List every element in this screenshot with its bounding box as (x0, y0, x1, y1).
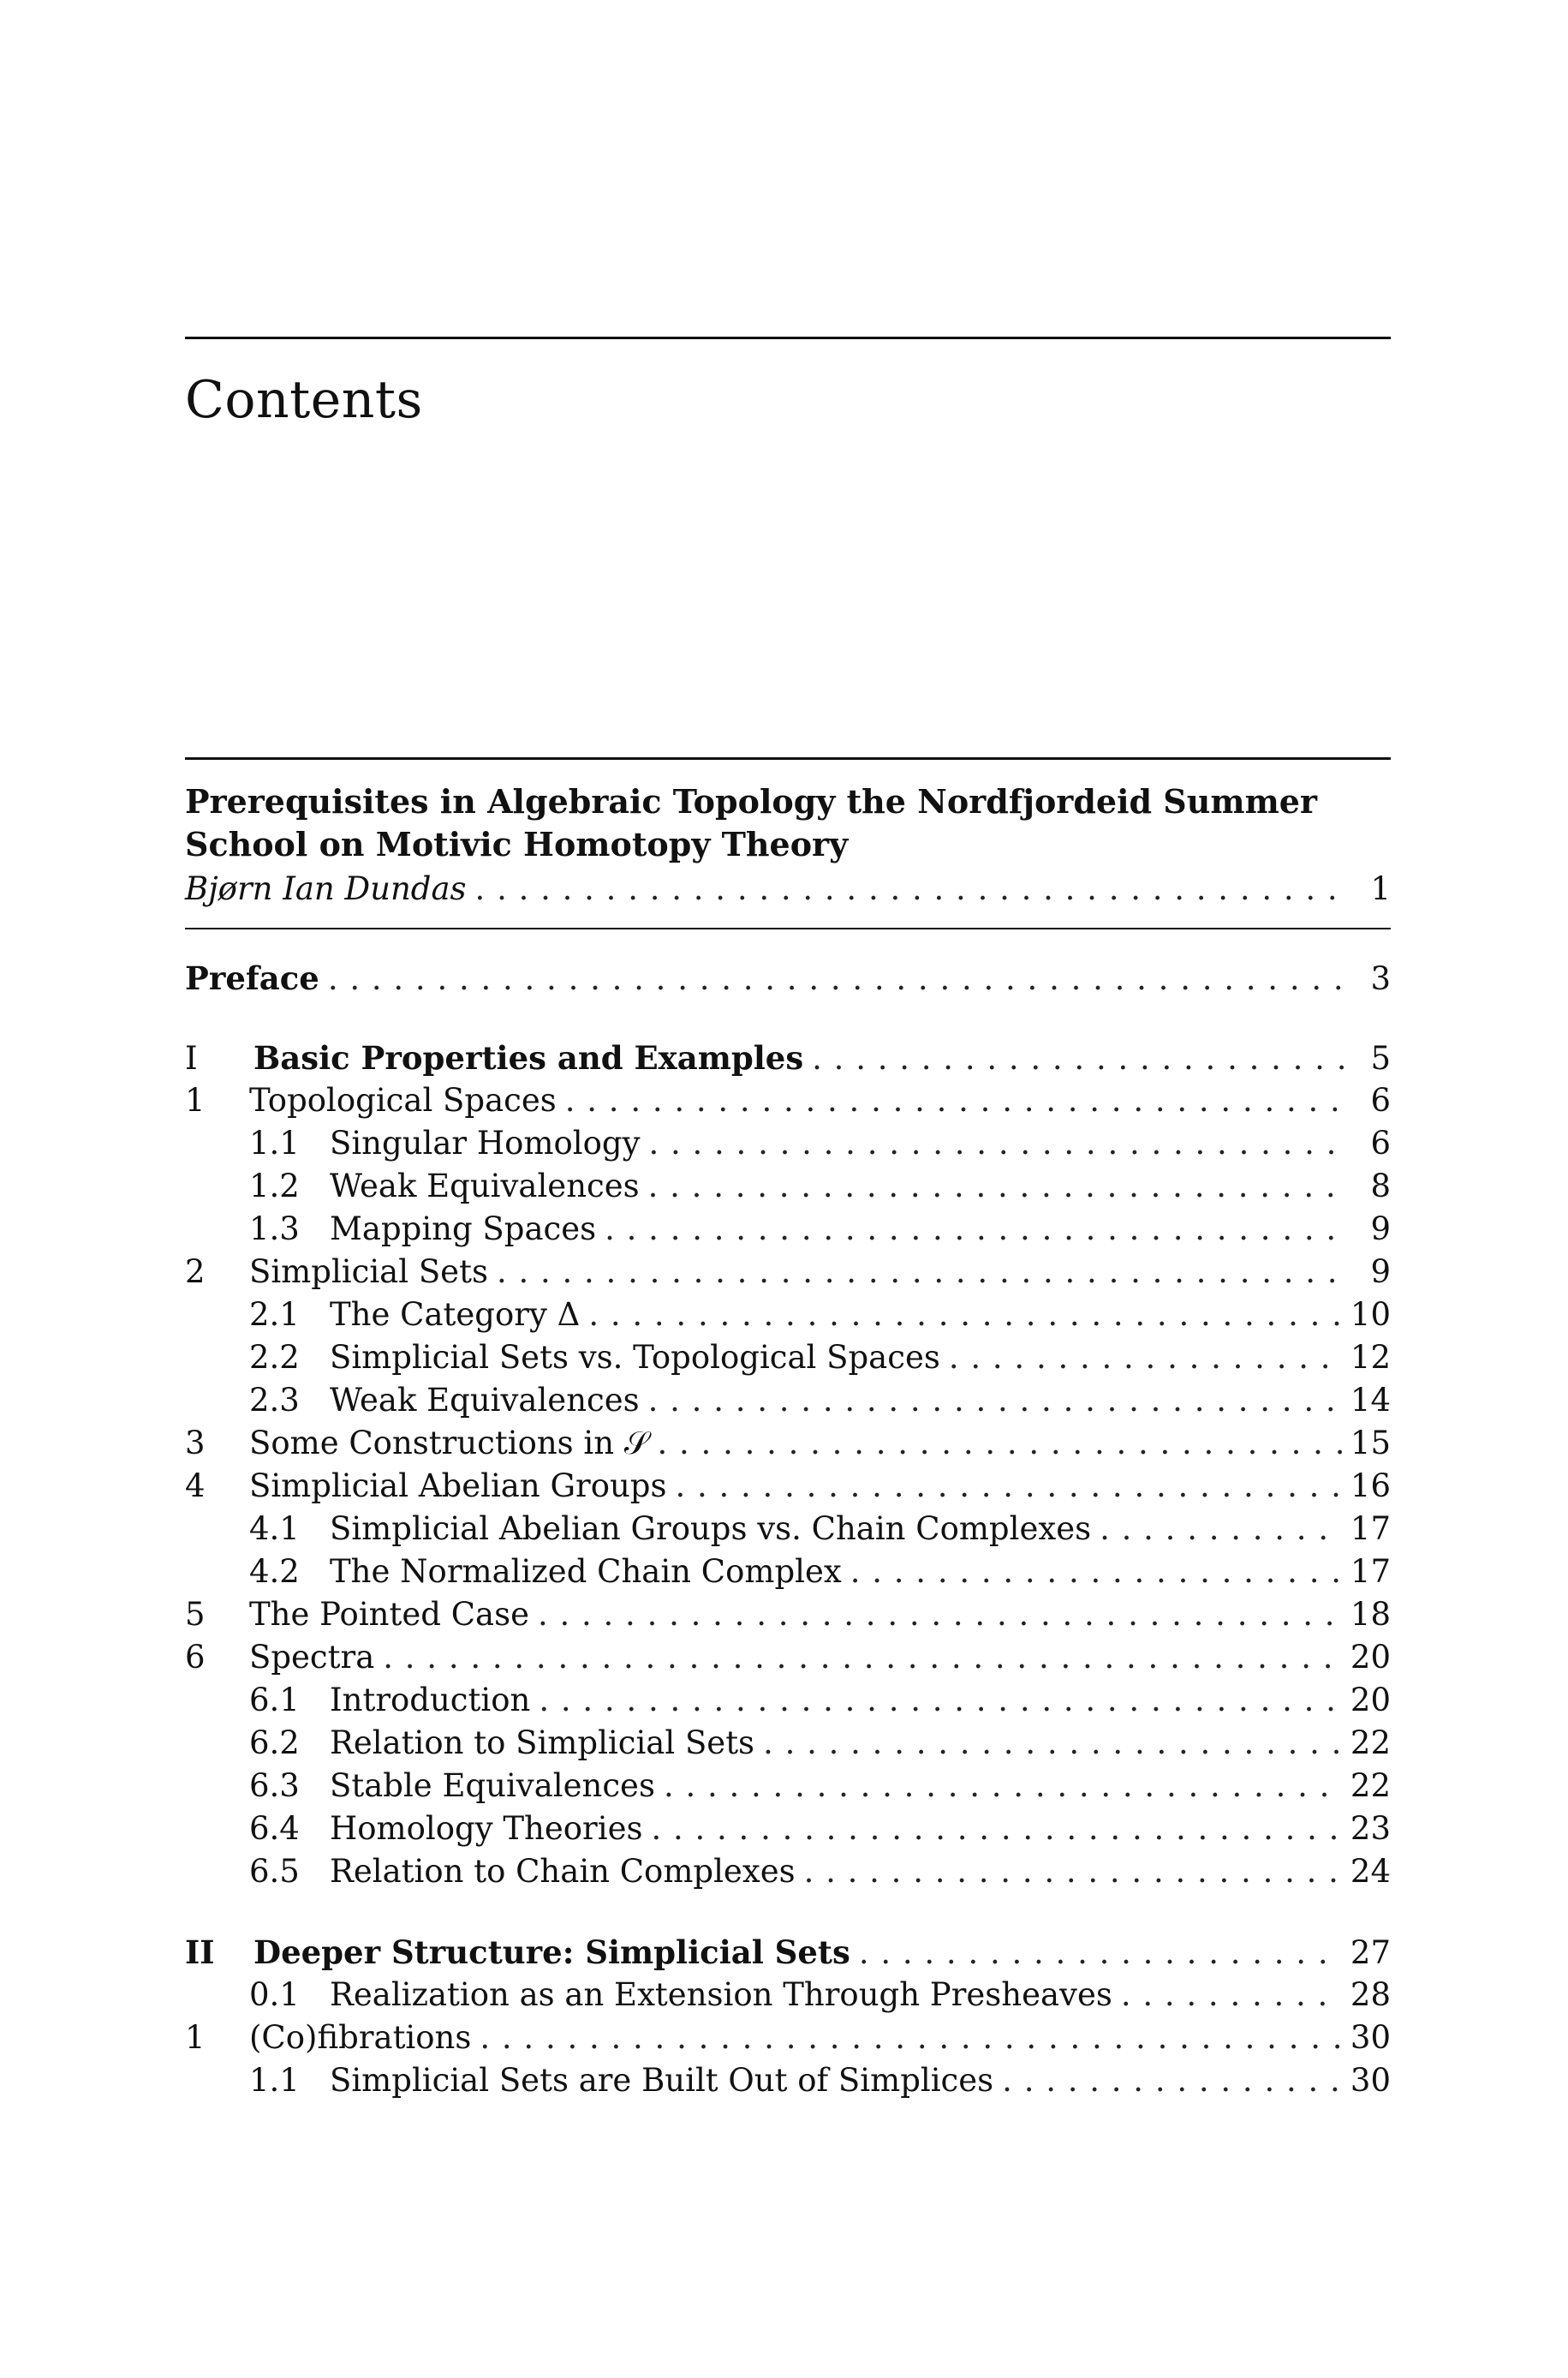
entry-number: I (185, 1040, 198, 1077)
entry-title: Preface (185, 959, 319, 997)
entry-number: 5 (185, 1596, 206, 1633)
page-number: 17 (1350, 1553, 1391, 1590)
page-number: 20 (1350, 1682, 1391, 1718)
entry-number: 1 (185, 1082, 206, 1119)
toc-entry-section[interactable] (185, 1122, 1391, 1165)
page-number: 9 (1370, 1253, 1391, 1290)
contribution-top-rule (185, 757, 1391, 760)
toc-entry-section[interactable] (185, 1807, 1391, 1850)
entry-title: Introduction (330, 1682, 531, 1718)
entry-number: 6.4 (249, 1810, 300, 1847)
entry-number: 1.1 (249, 2062, 300, 2099)
top-rule (185, 337, 1391, 339)
leader-dots (675, 1465, 1341, 1508)
contribution-bottom-rule (185, 928, 1391, 929)
toc-entry-chapter[interactable] (185, 1422, 1391, 1465)
entry-title: Singular Homology (330, 1125, 641, 1162)
toc-entry-chapter[interactable] (185, 1636, 1391, 1679)
leader-dots (480, 2017, 1342, 2059)
toc-entry-section[interactable] (185, 1550, 1391, 1593)
toc-entry-section[interactable] (185, 1974, 1391, 2017)
entry-title: Realization as an Extension Through Presheaves (330, 1976, 1112, 2013)
leader-dots (658, 1422, 1342, 1465)
entry-title: The Normalized Chain Complex (330, 1553, 842, 1590)
entry-number: 6.5 (249, 1853, 300, 1890)
entry-title: Relation to Simplicial Sets (330, 1724, 755, 1761)
page-number: 3 (1370, 960, 1391, 997)
contribution-title-line-1: Prerequisites in Algebraic Topology the Nordfjordeid Summer (185, 782, 1317, 821)
toc-entry-part[interactable] (185, 1037, 1391, 1079)
entry-number: 1.1 (249, 1125, 300, 1162)
page-number: 23 (1350, 1810, 1391, 1847)
toc-entry-chapter[interactable] (185, 1251, 1391, 1294)
entry-title: Basic Properties and Examples (253, 1039, 804, 1077)
toc-entry-chapter[interactable] (185, 1079, 1391, 1122)
leader-dots (651, 1807, 1341, 1850)
toc-entry-section[interactable] (185, 1722, 1391, 1765)
toc-entry-section[interactable] (185, 2059, 1391, 2102)
entry-number: 4.2 (249, 1553, 300, 1590)
entry-title: Deeper Structure: Simplicial Sets (253, 1933, 850, 1971)
leader-dots (648, 1379, 1342, 1422)
contribution-title-line-2: School on Motivic Homotopy Theory (185, 825, 849, 863)
entry-title: Weak Equivalences (330, 1382, 640, 1419)
entry-title: Simplicial Sets (249, 1253, 488, 1290)
leader-dots (1002, 2059, 1342, 2102)
entry-number: 6 (185, 1639, 206, 1676)
page-number: 30 (1350, 2062, 1391, 2099)
leader-dots (859, 1932, 1342, 1975)
leader-dots (475, 868, 1348, 911)
leader-dots (664, 1765, 1342, 1807)
entry-number: 4 (185, 1467, 206, 1504)
page-number: 28 (1350, 1976, 1391, 2013)
entry-number: 2 (185, 1253, 206, 1290)
toc-entry-chapter[interactable] (185, 2017, 1391, 2059)
toc-entry-preface[interactable] (185, 957, 1391, 1000)
leader-dots (497, 1251, 1348, 1294)
page-number: 16 (1350, 1467, 1391, 1504)
leader-dots (588, 1294, 1342, 1336)
page-number: 27 (1350, 1934, 1391, 1971)
page-number: 5 (1370, 1040, 1391, 1077)
toc-entry-section[interactable] (185, 1165, 1391, 1208)
page-number: 30 (1350, 2019, 1391, 2056)
entry-number: 1.2 (249, 1168, 300, 1204)
entry-title: Simplicial Abelian Groups vs. Chain Complexes (330, 1510, 1092, 1547)
page-number: 22 (1350, 1724, 1391, 1761)
page-number: 14 (1350, 1382, 1391, 1419)
entry-number: II (185, 1933, 215, 1971)
entry-title: The Category Δ (330, 1296, 581, 1333)
page-number: 15 (1350, 1425, 1391, 1461)
page-number: 10 (1350, 1296, 1391, 1333)
entry-title: Simplicial Sets are Built Out of Simplices (330, 2062, 994, 2099)
toc-entry-section[interactable] (185, 1508, 1391, 1550)
entry-title: Weak Equivalences (330, 1168, 640, 1204)
entry-number: 2.1 (249, 1296, 300, 1333)
page-number: 17 (1350, 1510, 1391, 1547)
toc-entry-section[interactable] (185, 1850, 1391, 1893)
entry-title: Simplicial Sets vs. Topological Spaces (330, 1339, 940, 1376)
entry-title: The Pointed Case (249, 1596, 529, 1633)
leader-dots (565, 1079, 1348, 1122)
leader-dots (539, 1679, 1342, 1722)
page-number: 20 (1350, 1639, 1391, 1676)
toc-entry-section[interactable] (185, 1294, 1391, 1336)
leader-dots (949, 1336, 1342, 1379)
contribution-title[interactable] (185, 780, 1391, 866)
toc-entry-section[interactable] (185, 1208, 1391, 1251)
entry-number: 6.1 (249, 1682, 300, 1718)
page-number: 6 (1370, 1125, 1391, 1162)
page-number: 9 (1370, 1210, 1391, 1247)
leader-dots (812, 1037, 1348, 1080)
entry-number: 6.2 (249, 1724, 300, 1761)
leader-dots (648, 1122, 1348, 1165)
page-number: 18 (1350, 1596, 1391, 1633)
entry-number: 1.3 (249, 1210, 300, 1247)
leader-dots (1121, 1974, 1342, 2017)
page-number: 24 (1350, 1853, 1391, 1890)
entry-title: Some Constructions in 𝒮 (249, 1425, 649, 1461)
entry-number: 2.3 (249, 1382, 300, 1419)
entry-number: 6.3 (249, 1767, 300, 1804)
leader-dots (538, 1593, 1342, 1636)
page-number: 22 (1350, 1767, 1391, 1804)
toc-page (185, 0, 1391, 2378)
entry-title: Homology Theories (330, 1810, 643, 1847)
leader-dots (850, 1550, 1342, 1593)
entry-title: Relation to Chain Complexes (330, 1853, 796, 1890)
entry-title: Topological Spaces (249, 1082, 557, 1119)
leader-dots (328, 958, 1348, 1001)
page-number: 8 (1370, 1168, 1391, 1204)
toc-entry-section[interactable] (185, 1379, 1391, 1422)
leader-dots (1100, 1508, 1342, 1550)
entry-title: (Co)fibrations (249, 2019, 472, 2056)
entry-number: 3 (185, 1425, 206, 1461)
entry-number: 2.2 (249, 1339, 300, 1376)
entry-number: 4.1 (249, 1510, 300, 1547)
toc-entry-section[interactable] (185, 1336, 1391, 1379)
toc-entry-section[interactable] (185, 1679, 1391, 1722)
toc-entry-section[interactable] (185, 1765, 1391, 1807)
entry-number: 1 (185, 2019, 206, 2056)
page-number: 12 (1350, 1339, 1391, 1376)
leader-dots (648, 1165, 1348, 1208)
contribution-author-line[interactable] (185, 868, 1391, 911)
toc-entry-chapter[interactable] (185, 1593, 1391, 1636)
leader-dots (763, 1722, 1342, 1765)
entry-title: Mapping Spaces (330, 1210, 597, 1247)
entry-title: Simplicial Abelian Groups (249, 1467, 667, 1504)
entry-title: Stable Equivalences (330, 1767, 655, 1804)
leader-dots (383, 1636, 1342, 1679)
leader-dots (605, 1208, 1348, 1251)
page-number: 1 (1370, 870, 1391, 907)
page-number: 6 (1370, 1082, 1391, 1119)
contribution-author: Bjørn Ian Dundas (185, 870, 467, 907)
entry-title: Spectra (249, 1639, 375, 1676)
toc-entry-chapter[interactable] (185, 1465, 1391, 1508)
leader-dots (804, 1850, 1342, 1893)
page-title: Contents (185, 370, 423, 430)
entry-number: 0.1 (249, 1976, 300, 2013)
toc-entry-part[interactable] (185, 1931, 1391, 1974)
